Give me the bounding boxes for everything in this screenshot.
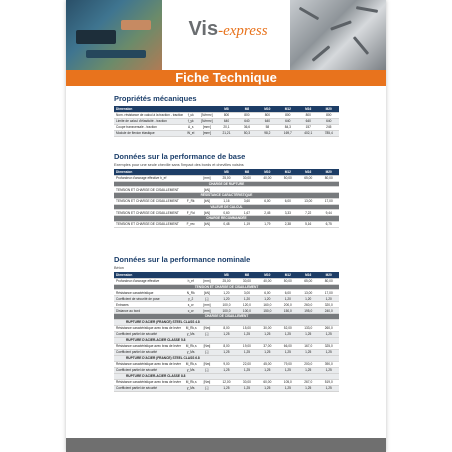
row-unit: [mm]	[198, 308, 217, 314]
cell-value: 1,19	[237, 221, 257, 227]
cell-value: 800	[278, 112, 298, 118]
cell-value: M8	[237, 272, 257, 278]
row-unit: [Nm]	[198, 361, 217, 367]
cell-value: 17,00	[318, 290, 339, 296]
cell-value: 1,25	[237, 349, 257, 355]
cell-value: 100,0	[237, 308, 257, 314]
cell-value: 40,00	[257, 278, 277, 284]
row-unit: [kN]	[198, 210, 217, 216]
cell-value: 9,00	[216, 361, 236, 367]
cell-value: 200,0	[278, 302, 298, 308]
row-unit: s_cr	[184, 302, 198, 308]
row-unit: M_Rk,s	[185, 344, 197, 348]
row-unit: γ_Ms	[184, 367, 198, 373]
subheader-label: CHARGE RECOMMANDÉE	[114, 216, 339, 222]
row-label: Module de flexion élastique	[114, 130, 184, 136]
table-row	[114, 385, 339, 391]
cell-value: 1,20	[318, 296, 339, 302]
cell-value: M12	[278, 169, 298, 175]
row-unit: [mm]	[198, 278, 217, 284]
row-label: Résistance caractéristique avec bras de levier	[114, 343, 184, 349]
cell-value: 519,0	[318, 379, 339, 385]
section-nominal-heading: Données sur la performance nominale	[114, 255, 251, 264]
cell-value: 1,25	[278, 385, 298, 391]
cell-value: 13,00	[298, 198, 318, 204]
cell-value: 1,25	[278, 349, 298, 355]
band-label: RUPTURE D'ACIER-ACIER CLASSE 5.8	[114, 337, 339, 343]
cell-value: 7,22	[298, 210, 318, 216]
row-label: TENSION ET CHARGE DE CISAILLEMENT	[114, 221, 184, 227]
cell-value: 1,25	[257, 331, 277, 337]
cell-value: 8,00	[216, 325, 236, 331]
screw-shape	[353, 36, 369, 55]
cell-value: M20	[318, 106, 339, 112]
cell-value: 30,00	[257, 325, 277, 331]
vis-express-logo	[178, 18, 278, 52]
cell-value: 169,7	[278, 130, 298, 136]
header-banner	[66, 0, 386, 70]
band-label: RUPTURE D'ACIER (FRANCE) STEEL CLASS 4.8	[114, 319, 339, 325]
cell-value: 105,0	[278, 379, 298, 385]
cell-value: 133,0	[298, 325, 318, 331]
cell-value: 0,48	[216, 221, 236, 227]
section-nominal-subtitle: Béton	[114, 266, 124, 270]
cell-value: 98,2	[257, 130, 277, 136]
cell-value: 60,00	[257, 379, 277, 385]
cell-value: 58	[257, 124, 277, 130]
cell-value: 800	[216, 112, 236, 118]
cell-value: M10	[257, 169, 277, 175]
cell-value: 260,0	[298, 302, 318, 308]
cell-value: 800	[318, 112, 339, 118]
section-mechanical-heading: Propriétés mécaniques	[114, 94, 197, 103]
cell-value: 800	[298, 112, 318, 118]
row-label: Résistance caractéristique avec bras de levier	[114, 325, 184, 331]
row-unit: [N/mm²]	[198, 118, 217, 124]
logo-express: -express	[218, 23, 268, 39]
cell-value: 6,00	[257, 198, 277, 204]
cell-value: 8,00	[216, 343, 236, 349]
row-unit: [mm²]	[198, 124, 217, 130]
cell-value: 1,25	[216, 331, 236, 337]
cell-value: 390,0	[318, 361, 339, 367]
subheader-label: VALEUR DE CALCUL	[114, 204, 339, 210]
cell-value: 79,00	[278, 361, 298, 367]
cell-value: 0,60	[216, 210, 236, 216]
row-label: TENSION ET CHARGE DE CISAILLEMENT	[114, 198, 184, 204]
cell-value: 402,1	[298, 130, 318, 136]
cell-value: 50,00	[278, 175, 298, 181]
cell-value: 65,00	[298, 175, 318, 181]
cell-value: 50,3	[237, 130, 257, 136]
cell-value: 785,4	[318, 130, 339, 136]
cell-value: 9,44	[318, 210, 339, 216]
cell-value: M10	[257, 106, 277, 112]
row-label: Coefficient partiel de sécurité	[114, 385, 184, 391]
footer-bar	[66, 438, 386, 452]
cell-value: 66,00	[278, 343, 298, 349]
cell-value: 25,00	[216, 175, 236, 181]
cell-value: M10	[257, 272, 277, 278]
cell-value: 30,00	[237, 175, 257, 181]
row-label: Dimension	[114, 272, 184, 278]
screw-shape	[356, 6, 378, 13]
row-unit: [mm]	[198, 175, 217, 181]
cell-value: 260,0	[318, 325, 339, 331]
cell-value: 30,00	[237, 278, 257, 284]
cell-value: 1,25	[318, 331, 339, 337]
cell-value: 167,0	[298, 343, 318, 349]
subheader-label: CHARGE DE CISAILLEMENT	[114, 314, 339, 320]
subheader-label: CHARGE DE RUPTURE	[114, 181, 339, 187]
row-label: Coefficient partiel de sécurité	[114, 367, 184, 373]
table-row	[114, 221, 339, 227]
cell-value: 160,0	[257, 302, 277, 308]
row-unit: W_el	[184, 130, 198, 136]
cell-value: 1,25	[298, 385, 318, 391]
row-unit: [Nm]	[198, 379, 217, 385]
row-unit: γ_Ms	[184, 349, 198, 355]
row-unit: [-]	[198, 349, 217, 355]
row-unit: [Nm]	[198, 325, 217, 331]
cell-value: 50,00	[278, 278, 298, 284]
row-unit: [mm]	[198, 302, 217, 308]
cell-value: 1,20	[216, 290, 236, 296]
cell-value: 1,20	[237, 296, 257, 302]
cell-value: 40,00	[257, 175, 277, 181]
cell-value: 3,60	[237, 198, 257, 204]
cell-value: 30,00	[237, 379, 257, 385]
row-label: Dimension	[114, 169, 184, 175]
cell-value: 3,33	[278, 210, 298, 216]
row-unit: [mm³]	[198, 130, 217, 136]
row-label: Résistance caractéristique avec bras de levier	[114, 379, 184, 385]
row-unit: [kN]	[198, 221, 217, 227]
row-label: Profondeur d'ancrage effective	[114, 278, 184, 284]
cell-value: 80,00	[318, 278, 339, 284]
table-row	[114, 130, 339, 136]
row-unit: F_Rd	[184, 210, 198, 216]
row-label: Résistance caractéristique	[114, 290, 184, 296]
row-label: Coefficient de sécurité de pose	[114, 296, 184, 302]
cell-value: 1,25	[298, 331, 318, 337]
cell-value: 1,25	[257, 349, 277, 355]
row-unit: [kN]	[198, 198, 217, 204]
cell-value: 6,00	[278, 290, 298, 296]
row-unit: c_cr	[184, 308, 198, 314]
cell-value: 1,25	[216, 385, 236, 391]
cell-value: 15,00	[237, 325, 257, 331]
row-label: Distance au bord	[114, 308, 184, 314]
row-unit: [kN]	[198, 187, 217, 193]
row-label: Limite de calcul d'élasticité - traction	[114, 118, 184, 124]
toolbox-shape	[76, 30, 116, 44]
datasheet-page	[66, 0, 386, 452]
cell-value: 1,25	[298, 349, 318, 355]
cell-value: 3,00	[237, 290, 257, 296]
row-label: Entraxes	[114, 302, 184, 308]
cell-value: 37,00	[257, 343, 277, 349]
cell-value: 1,67	[237, 210, 257, 216]
row-unit: γ_Ms	[184, 331, 198, 337]
cell-value: 640	[298, 118, 318, 124]
row-label: Coupe transversale - traction	[114, 124, 184, 130]
cell-value: 1,25	[216, 349, 236, 355]
row-unit: f_uk	[184, 112, 198, 118]
screw-shape	[312, 45, 331, 61]
mechanical-properties-table	[114, 106, 339, 137]
section-base-heading: Données sur la performance de base	[114, 152, 246, 161]
cell-value: M20	[318, 272, 339, 278]
page-title: Fiche Technique	[66, 70, 386, 86]
cell-value: 25,00	[216, 278, 236, 284]
cell-value: 267,0	[298, 379, 318, 385]
cell-value: M12	[278, 106, 298, 112]
cell-value: 157	[298, 124, 318, 130]
row-unit: [-]	[198, 367, 217, 373]
cell-value: 21,21	[216, 130, 236, 136]
cell-value: M12	[278, 272, 298, 278]
cell-value: 1,79	[257, 221, 277, 227]
cell-value: 1,20	[278, 296, 298, 302]
cell-value: 80,00	[318, 175, 339, 181]
cell-value: 640	[257, 118, 277, 124]
cell-value: 120,0	[237, 302, 257, 308]
cell-value: 800	[237, 112, 257, 118]
cell-value: M8	[216, 272, 236, 278]
row-unit: [-]	[198, 331, 217, 337]
cell-value: M16	[298, 272, 318, 278]
cell-value: M8	[216, 169, 236, 175]
cell-value: 640	[278, 118, 298, 124]
row-unit: γ_2	[184, 296, 198, 302]
cell-value: 245	[318, 124, 339, 130]
cell-value: 65,00	[298, 278, 318, 284]
hand-shape	[121, 20, 151, 30]
cell-value: 640	[318, 118, 339, 124]
cell-value: M8	[237, 106, 257, 112]
cell-value: M8	[216, 106, 236, 112]
row-unit: A_s	[184, 124, 198, 130]
screw-shape	[299, 7, 320, 21]
cell-value: 200,0	[298, 361, 318, 367]
cell-value: 325,0	[318, 343, 339, 349]
band-label: RUPTURE D'ACIER (FRANCE) STEEL CLASS 6.8	[114, 355, 339, 361]
cell-value: 1,25	[237, 385, 257, 391]
cell-value: 150,0	[278, 308, 298, 314]
logo-vis: Vis	[188, 18, 219, 40]
cell-value: M8	[237, 169, 257, 175]
cell-value: 1,25	[257, 385, 277, 391]
cell-value: 1,25	[318, 385, 339, 391]
row-label: Profondeur d'ancrage effective h_ef	[114, 175, 184, 181]
cell-value: 36,6	[237, 124, 257, 130]
row-label: Coefficient partiel de sécurité	[114, 331, 184, 337]
cell-value: 6,75	[318, 221, 339, 227]
cell-value: 640	[216, 118, 236, 124]
cell-value: 1,16	[216, 198, 236, 204]
row-label: TENSION ET CHARGE DE CISAILLEMENT	[114, 210, 184, 216]
cell-value: 1,20	[257, 296, 277, 302]
screws-photo	[290, 0, 386, 70]
cell-value: 1,25	[237, 367, 257, 373]
cell-value: M20	[318, 169, 339, 175]
cell-value: 20,1	[216, 124, 236, 130]
row-unit: γ_Ms	[184, 385, 198, 391]
cell-value: 100,0	[216, 302, 236, 308]
row-unit: f_yk	[184, 118, 198, 124]
section-base-subtitle: Exemples pour une seule cheville sans l'impact des bords et chevilles voisins	[114, 163, 244, 167]
cell-value: 195,0	[298, 308, 318, 314]
cell-value: 13,00	[298, 290, 318, 296]
row-label: TENSION ET CHARGE DE CISAILLEMENT	[114, 187, 184, 193]
cell-value: 1,25	[237, 331, 257, 337]
cell-value: 1,20	[298, 296, 318, 302]
cell-value: 45,00	[257, 361, 277, 367]
row-unit: M_Rk,s	[185, 380, 197, 384]
cell-value: 150,0	[257, 308, 277, 314]
row-label: Coefficient partiel de sécurité	[114, 349, 184, 355]
cell-value: 1,25	[216, 367, 236, 373]
row-unit: [-]	[198, 385, 217, 391]
cell-value: 5,16	[298, 221, 318, 227]
cell-value: 1,25	[257, 367, 277, 373]
row-label: Dimension	[114, 106, 184, 112]
cell-value: 1,25	[318, 349, 339, 355]
cell-value: 800	[257, 112, 277, 118]
nominal-performance-table	[114, 272, 339, 392]
cell-value: 12,00	[216, 379, 236, 385]
band-label: RUPTURE D'ACIER-ACIER CLASSE 8.8	[114, 373, 339, 379]
cell-value: 22,00	[237, 361, 257, 367]
row-unit: h_ef	[184, 278, 198, 284]
base-performance-table	[114, 169, 339, 228]
cell-value: 52,00	[278, 325, 298, 331]
tray-shape	[86, 50, 146, 58]
row-label: Résistance caractéristique avec bras de levier	[114, 361, 184, 367]
cell-value: 17,00	[318, 198, 339, 204]
cell-value: 2,45	[257, 210, 277, 216]
cell-value: 1,20	[216, 296, 236, 302]
cell-value: 1,25	[298, 367, 318, 373]
row-label: Nom. résistance de calcul à la traction - traction	[116, 113, 184, 117]
subheader-label: RÉSISTANCE CARACTÉRISTIQUE	[114, 193, 339, 199]
cell-value: 19,00	[237, 343, 257, 349]
row-unit: M_Rk,s	[185, 326, 197, 330]
cell-value: M16	[298, 106, 318, 112]
row-unit: [-]	[198, 296, 217, 302]
workbench-photo	[66, 0, 162, 70]
row-unit: [kN]	[198, 290, 217, 296]
cell-value: M16	[298, 169, 318, 175]
row-unit: [N/mm²]	[198, 112, 217, 118]
row-unit: [Nm]	[198, 343, 217, 349]
row-unit: F_rec	[184, 221, 198, 227]
row-unit: N_Rk	[184, 290, 198, 296]
cell-value: 1,25	[278, 367, 298, 373]
cell-value: 84,3	[278, 124, 298, 130]
cell-value: 100,0	[216, 308, 236, 314]
cell-value: 1,25	[318, 367, 339, 373]
cell-value: 320,0	[318, 302, 339, 308]
cell-value: 6,00	[278, 198, 298, 204]
cell-value: 640	[237, 118, 257, 124]
row-unit: F_Rk	[184, 198, 198, 204]
cell-value: 240,0	[318, 308, 339, 314]
cell-value: 2,38	[278, 221, 298, 227]
cell-value: 1,25	[278, 331, 298, 337]
subheader-label: TENSION ET CHARGE DE CISAILLEMENT	[114, 284, 339, 290]
screw-shape	[330, 20, 352, 30]
cell-value: 6,00	[257, 290, 277, 296]
row-unit: M_Rk,s	[185, 362, 197, 366]
